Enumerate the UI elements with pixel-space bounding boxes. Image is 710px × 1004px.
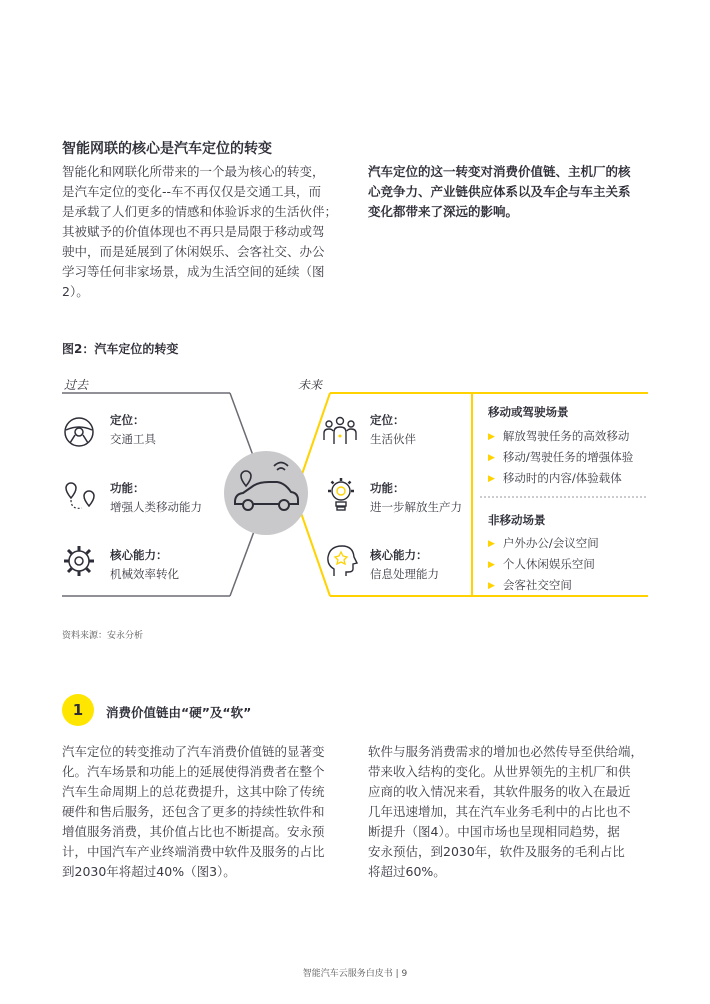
future-item-capability-text: 信息处理能力 <box>370 567 439 581</box>
scenario-item: ▶ 户外办公/会议空间 <box>488 536 599 550</box>
lightbulb-gear-icon <box>324 476 358 514</box>
scenario-item: ▶ 个人休闲娱乐空间 <box>488 557 595 571</box>
scenario-item: ▶ 移动/驾驶任务的增强体验 <box>488 450 634 464</box>
future-item-capability-heading: 核心能力： <box>370 548 428 562</box>
future-item-function-heading: 功能： <box>370 481 405 495</box>
scenario-item: ▶ 移动时的内容/体验载体 <box>488 471 622 485</box>
past-item-function-heading: 功能： <box>110 481 145 495</box>
past-label: 过去 <box>64 378 89 392</box>
past-item-positioning-text: 交通工具 <box>110 432 156 446</box>
scenario-group-nonmobile-heading: 非移动场景 <box>488 513 546 527</box>
connected-car-icon <box>221 448 311 538</box>
intro-left-paragraph: 智能化和网联化所带来的一个最为核心的转变， 是汽车定位的变化--车不再仅仅是交通工具，而 是承载了人们更多的情感和体验诉求的生活伙伴； 其被赋予的价值体现也不再只是局限于移动或驾 驶中，而是延展到了休闲娱乐、会客社交、办公 学习等任何非家场景，成为生活空间的延续（图 2）。 <box>62 164 338 299</box>
section-title: 消费价值链由“硬”及“软” <box>106 705 252 720</box>
past-item-capability-text: 机械效率转化 <box>110 567 179 581</box>
intro-right-paragraph: 汽车定位的这一转变对消费价值链、主机厂的核 心竞争力、产业链供应体系以及车企与车主关系 变化都带来了深远的影响。 <box>368 164 631 219</box>
people-group-icon <box>322 414 358 450</box>
page-heading: 智能网联的核心是汽车定位的转变 <box>62 141 272 157</box>
steering-wheel-icon <box>62 415 96 449</box>
section-number-badge: 1 <box>62 694 94 726</box>
future-label: 未来 <box>298 378 323 392</box>
figure-title: 图2：汽车定位的转变 <box>62 342 179 356</box>
scenario-item: ▶ 解放驾驶任务的高效移动 <box>488 429 630 443</box>
section-right-paragraph: 软件与服务消费需求的增加也必然传导至供给端， 带来收入结构的变化。从世界领先的主机厂和供 应商的收入情况来看，其软件服务的收入在最近 几年迅速增加，其在汽车业务毛利中的占比也不 断提升（图4）。中国市场也呈现相同趋势，据 安永预估，到2030年，软件及服务的毛利占比 将超过60%。 <box>368 744 644 879</box>
page-footer: 智能汽车云服务白皮书 | 9 <box>302 969 408 979</box>
scenario-group-mobile-heading: 移动或驾驶场景 <box>488 405 569 419</box>
scenario-item: ▶ 会客社交空间 <box>488 578 572 592</box>
future-item-positioning-heading: 定位： <box>370 413 405 427</box>
head-brain-icon <box>324 543 358 579</box>
section-left-paragraph: 汽车定位的转变推动了汽车消费价值链的显著变 化。汽车场景和功能上的延展使得消费者在整个 汽车生命周期上的总花费提升，这其中除了传统 硬件和售后服务，还包含了更多的持续性软件和 增值服务消费，其价值占比也不断提高。安永预 计，中国汽车产业终端消费中软件及服务的占比 到2030年将超过40%（图3）。 <box>62 744 325 879</box>
figure-source: 资料来源：安永分析 <box>62 631 144 641</box>
past-item-positioning-heading: 定位： <box>110 413 145 427</box>
past-item-function-text: 增强人类移动能力 <box>110 500 202 514</box>
past-item-capability-heading: 核心能力： <box>110 548 168 562</box>
gear-icon <box>62 544 96 578</box>
map-pin-route-icon <box>62 478 98 514</box>
future-item-function-text: 进一步解放生产力 <box>370 500 462 514</box>
future-item-positioning-text: 生活伙伴 <box>370 432 416 446</box>
